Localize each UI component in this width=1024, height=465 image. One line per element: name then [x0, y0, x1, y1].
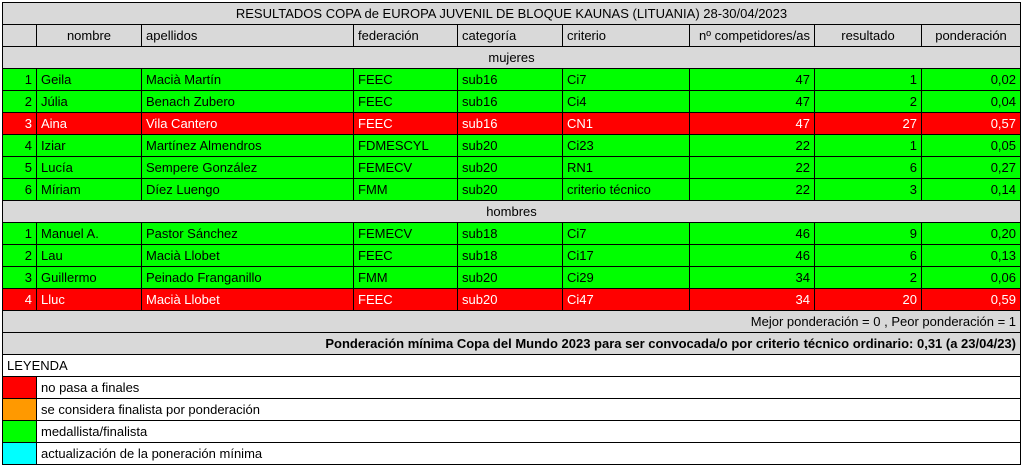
- title-row: [3, 3, 1021, 25]
- weighting-value: 0,27: [922, 157, 1021, 179]
- page-title: RESULTADOS COPA de EUROPA JUVENIL DE BLOQUE KAUNAS (LITUANIA) 28-30/04/2023: [3, 3, 1021, 25]
- header-criterio: criterio: [563, 25, 690, 47]
- weighting-value: 0,04: [922, 91, 1021, 113]
- result-value: 9: [815, 223, 922, 245]
- header-row: [3, 25, 1021, 47]
- result-value: 27: [815, 113, 922, 135]
- athlete-federation: FEEC: [354, 113, 458, 135]
- athlete-federation: FEEC: [354, 245, 458, 267]
- header-federacion: federación: [354, 25, 458, 47]
- athlete-category: sub20: [458, 179, 563, 201]
- athlete-surname: Macià Llobet: [142, 245, 354, 267]
- row-number: 4: [3, 289, 37, 311]
- legend-item: [3, 421, 1021, 443]
- result-value: 1: [815, 135, 922, 157]
- athlete-criterion: Ci23: [563, 135, 690, 157]
- minimum-note-row: [3, 333, 1021, 355]
- athlete-surname: Vila Cantero: [142, 113, 354, 135]
- legend-label: actualización de la poneración mínima: [37, 443, 1021, 465]
- competitor-count: 47: [690, 91, 815, 113]
- athlete-category: sub20: [458, 267, 563, 289]
- result-value: 2: [815, 91, 922, 113]
- legend-item: [3, 377, 1021, 399]
- athlete-federation: FDMESCYL: [354, 135, 458, 157]
- athlete-name: Júlia: [37, 91, 142, 113]
- result-value: 6: [815, 157, 922, 179]
- competitor-count: 46: [690, 245, 815, 267]
- weighting-value: 0,06: [922, 267, 1021, 289]
- athlete-surname: Pastor Sánchez: [142, 223, 354, 245]
- competitor-count: 47: [690, 113, 815, 135]
- athlete-name: Iziar: [37, 135, 142, 157]
- legend-swatch: [3, 421, 37, 443]
- athlete-name: Aina: [37, 113, 142, 135]
- athlete-name: Geila: [37, 69, 142, 91]
- competitor-count: 47: [690, 69, 815, 91]
- legend-title-row: [3, 355, 1021, 377]
- athlete-name: Guillermo: [37, 267, 142, 289]
- athlete-criterion: criterio técnico: [563, 179, 690, 201]
- competitor-count: 34: [690, 289, 815, 311]
- athlete-surname: Macià Llobet: [142, 289, 354, 311]
- legend-item: [3, 399, 1021, 421]
- row-number: 3: [3, 267, 37, 289]
- table-row: [3, 267, 1021, 289]
- weighting-value: 0,05: [922, 135, 1021, 157]
- athlete-federation: FEEC: [354, 69, 458, 91]
- athlete-criterion: Ci29: [563, 267, 690, 289]
- athlete-name: Lucía: [37, 157, 142, 179]
- row-number: 3: [3, 113, 37, 135]
- athlete-criterion: RN1: [563, 157, 690, 179]
- header-categoria: categoría: [458, 25, 563, 47]
- weighting-value: 0,14: [922, 179, 1021, 201]
- weighting-value: 0,59: [922, 289, 1021, 311]
- athlete-surname: Peinado Franganillo: [142, 267, 354, 289]
- athlete-category: sub20: [458, 289, 563, 311]
- competitor-count: 22: [690, 135, 815, 157]
- legend-title: LEYENDA: [3, 355, 1021, 377]
- section-men: [3, 201, 1021, 223]
- athlete-federation: FEEC: [354, 289, 458, 311]
- legend-swatch: [3, 443, 37, 465]
- competitor-count: 46: [690, 223, 815, 245]
- scale-note: Mejor ponderación = 0 , Peor ponderación = 1: [3, 311, 1021, 333]
- section-label-women: mujeres: [3, 47, 1021, 69]
- legend-item: [3, 443, 1021, 465]
- row-number: 4: [3, 135, 37, 157]
- athlete-criterion: Ci17: [563, 245, 690, 267]
- weighting-value: 0,57: [922, 113, 1021, 135]
- athlete-criterion: Ci7: [563, 223, 690, 245]
- table-row: [3, 289, 1021, 311]
- table-row: [3, 245, 1021, 267]
- athlete-surname: Benach Zubero: [142, 91, 354, 113]
- header-nombre: nombre: [37, 25, 142, 47]
- header-number: [3, 25, 37, 47]
- weighting-value: 0,02: [922, 69, 1021, 91]
- athlete-federation: FMM: [354, 267, 458, 289]
- weighting-value: 0,13: [922, 245, 1021, 267]
- athlete-category: sub20: [458, 157, 563, 179]
- athlete-name: Lau: [37, 245, 142, 267]
- weighting-value: 0,20: [922, 223, 1021, 245]
- header-resultado: resultado: [815, 25, 922, 47]
- results-sheet: [2, 2, 1020, 465]
- result-value: 1: [815, 69, 922, 91]
- minimum-note: Ponderación mínima Copa del Mundo 2023 para ser convocada/o por criterio técnico ordinario: 0,31 (a 23/04/23): [3, 333, 1021, 355]
- athlete-category: sub20: [458, 135, 563, 157]
- athlete-surname: Sempere González: [142, 157, 354, 179]
- athlete-criterion: Ci7: [563, 69, 690, 91]
- athlete-surname: Díez Luengo: [142, 179, 354, 201]
- table-row: [3, 223, 1021, 245]
- athlete-category: sub16: [458, 91, 563, 113]
- result-value: 2: [815, 267, 922, 289]
- scale-note-row: [3, 311, 1021, 333]
- row-number: 1: [3, 223, 37, 245]
- athlete-criterion: Ci47: [563, 289, 690, 311]
- athlete-surname: Martínez Almendros: [142, 135, 354, 157]
- athlete-name: Manuel A.: [37, 223, 142, 245]
- table-row: [3, 157, 1021, 179]
- legend-label: se considera finalista por ponderación: [37, 399, 1021, 421]
- athlete-federation: FEMECV: [354, 157, 458, 179]
- table-row: [3, 179, 1021, 201]
- section-label-men: hombres: [3, 201, 1021, 223]
- competitor-count: 22: [690, 179, 815, 201]
- athlete-criterion: Ci4: [563, 91, 690, 113]
- result-value: 6: [815, 245, 922, 267]
- legend-label: medallista/finalista: [37, 421, 1021, 443]
- table-row: [3, 135, 1021, 157]
- table-row: [3, 113, 1021, 135]
- athlete-category: sub16: [458, 69, 563, 91]
- athlete-name: Lluc: [37, 289, 142, 311]
- section-women: [3, 47, 1021, 69]
- athlete-category: sub18: [458, 223, 563, 245]
- result-value: 3: [815, 179, 922, 201]
- row-number: 5: [3, 157, 37, 179]
- legend-label: no pasa a finales: [37, 377, 1021, 399]
- athlete-name: Míriam: [37, 179, 142, 201]
- table-row: [3, 69, 1021, 91]
- competitor-count: 22: [690, 157, 815, 179]
- athlete-surname: Macià Martín: [142, 69, 354, 91]
- row-number: 6: [3, 179, 37, 201]
- athlete-category: sub16: [458, 113, 563, 135]
- row-number: 1: [3, 69, 37, 91]
- results-table: [2, 2, 1021, 465]
- athlete-federation: FMM: [354, 179, 458, 201]
- header-ponderacion: ponderación: [922, 25, 1021, 47]
- header-competidores: nº competidores/as: [690, 25, 815, 47]
- legend-swatch: [3, 377, 37, 399]
- row-number: 2: [3, 245, 37, 267]
- athlete-federation: FEEC: [354, 91, 458, 113]
- legend-swatch: [3, 399, 37, 421]
- competitor-count: 34: [690, 267, 815, 289]
- row-number: 2: [3, 91, 37, 113]
- result-value: 20: [815, 289, 922, 311]
- table-row: [3, 91, 1021, 113]
- athlete-criterion: CN1: [563, 113, 690, 135]
- header-apellidos: apellidos: [142, 25, 354, 47]
- athlete-category: sub18: [458, 245, 563, 267]
- athlete-federation: FEMECV: [354, 223, 458, 245]
